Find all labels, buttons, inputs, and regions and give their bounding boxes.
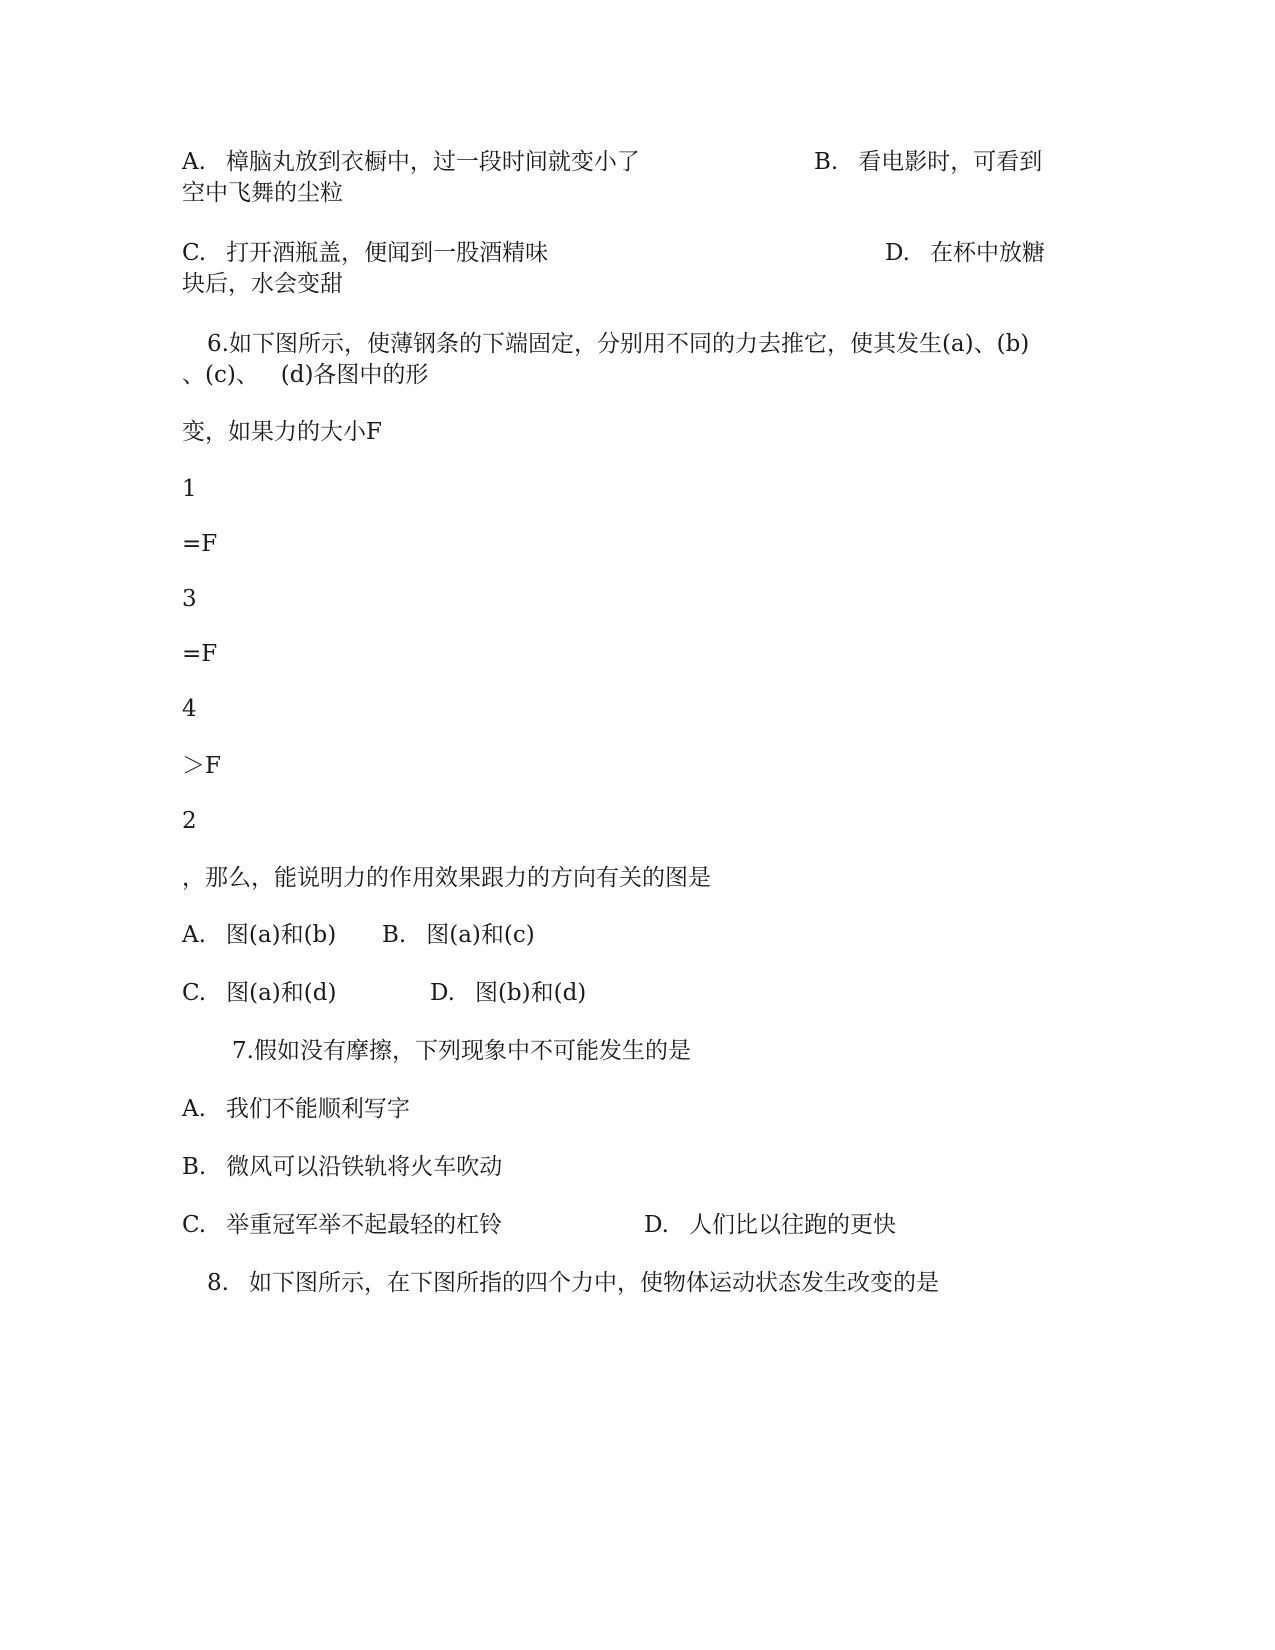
q6-option-b bbox=[382, 920, 535, 950]
q7-option-b-text: 微风可以沿铁轨将火车吹动 bbox=[226, 1154, 503, 1180]
q5-option-d-letter: D. bbox=[885, 240, 910, 266]
q6-stem-line3: 变，如果力的大小F bbox=[182, 419, 382, 445]
q7-option-a-text: 我们不能顺利写字 bbox=[225, 1096, 410, 1122]
q5-option-a bbox=[182, 147, 640, 177]
q7-option-b bbox=[182, 1152, 502, 1182]
q6-option-b-letter: B. bbox=[382, 922, 407, 948]
q6-option-b-text: 图(a)和(c) bbox=[426, 922, 535, 948]
q5-option-b bbox=[814, 147, 1042, 177]
q7-option-d-letter: D. bbox=[644, 1212, 669, 1238]
q7-option-c-letter: C. bbox=[182, 1212, 207, 1238]
q6-option-d bbox=[430, 978, 586, 1008]
q7-option-c bbox=[182, 1210, 502, 1240]
q6-fragment-2: =F bbox=[182, 531, 218, 557]
q7-option-a bbox=[182, 1094, 410, 1124]
q6-fragment-1: 1 bbox=[182, 476, 197, 502]
q6-option-a bbox=[182, 920, 336, 950]
q6-option-c-letter: C. bbox=[182, 980, 207, 1006]
q6-option-a-letter: A. bbox=[182, 922, 206, 948]
q5-option-b-continued bbox=[182, 178, 343, 208]
q6-fragment-6: ＞F bbox=[182, 753, 221, 779]
q8-number: 8. bbox=[207, 1270, 229, 1296]
q6-fragment-4: =F bbox=[182, 641, 218, 667]
q7-option-c-text: 举重冠军举不起最轻的杠铃 bbox=[226, 1212, 503, 1238]
q5-option-d-text-line2: 块后，水会变甜 bbox=[182, 271, 343, 297]
q5-option-c-text: 打开酒瓶盖，便闻到一股酒精味 bbox=[226, 240, 549, 266]
q5-option-d bbox=[885, 238, 1045, 268]
q6-option-c-text: 图(a)和(d) bbox=[226, 980, 337, 1006]
q6-fragment-7: 2 bbox=[182, 808, 197, 834]
q5-option-b-text-line2: 空中飞舞的尘粒 bbox=[182, 180, 343, 206]
q7-option-b-letter: B. bbox=[182, 1154, 207, 1180]
q5-option-a-text: 樟脑丸放到衣橱中，过一段时间就变小了 bbox=[225, 149, 640, 175]
q5-option-a-letter: A. bbox=[182, 149, 206, 175]
q5-option-c-letter: C. bbox=[182, 240, 207, 266]
q7-option-d-text: 人们比以往跑的更快 bbox=[688, 1212, 896, 1238]
q7-option-d bbox=[644, 1210, 896, 1240]
q6-stem-end: ，那么，能说明力的作用效果跟力的方向有关的图是 bbox=[182, 865, 711, 891]
q5-option-d-continued bbox=[182, 269, 343, 299]
q5-option-b-text-line1: 看电影时，可看到 bbox=[858, 149, 1043, 175]
q6-option-a-text: 图(a)和(b) bbox=[225, 922, 337, 948]
q6-fragment-5: 4 bbox=[182, 696, 197, 722]
q5-option-d-text-line1: 在杯中放糖 bbox=[929, 240, 1045, 266]
q6-option-d-letter: D. bbox=[430, 980, 455, 1006]
q5-option-c bbox=[182, 238, 548, 268]
q7-stem: 7.假如没有摩擦，下列现象中不可能发生的是 bbox=[232, 1038, 691, 1064]
q6-stem-line1: 6.如下图所示，使薄钢条的下端固定，分别用不同的力去推它，使其发生(a)、(b) bbox=[207, 331, 1030, 357]
q6-option-c bbox=[182, 978, 336, 1008]
q6-option-d-text: 图(b)和(d) bbox=[474, 980, 587, 1006]
q7-option-a-letter: A. bbox=[182, 1096, 206, 1122]
q8-stem-text: 如下图所示，在下图所指的四个力中，使物体运动状态发生改变的是 bbox=[248, 1270, 939, 1296]
q6-stem-line2: 、(c)、 (d)各图中的形 bbox=[182, 362, 429, 388]
q8-stem bbox=[207, 1268, 939, 1298]
q6-fragment-3: 3 bbox=[182, 586, 197, 612]
q5-option-b-letter: B. bbox=[814, 149, 839, 175]
